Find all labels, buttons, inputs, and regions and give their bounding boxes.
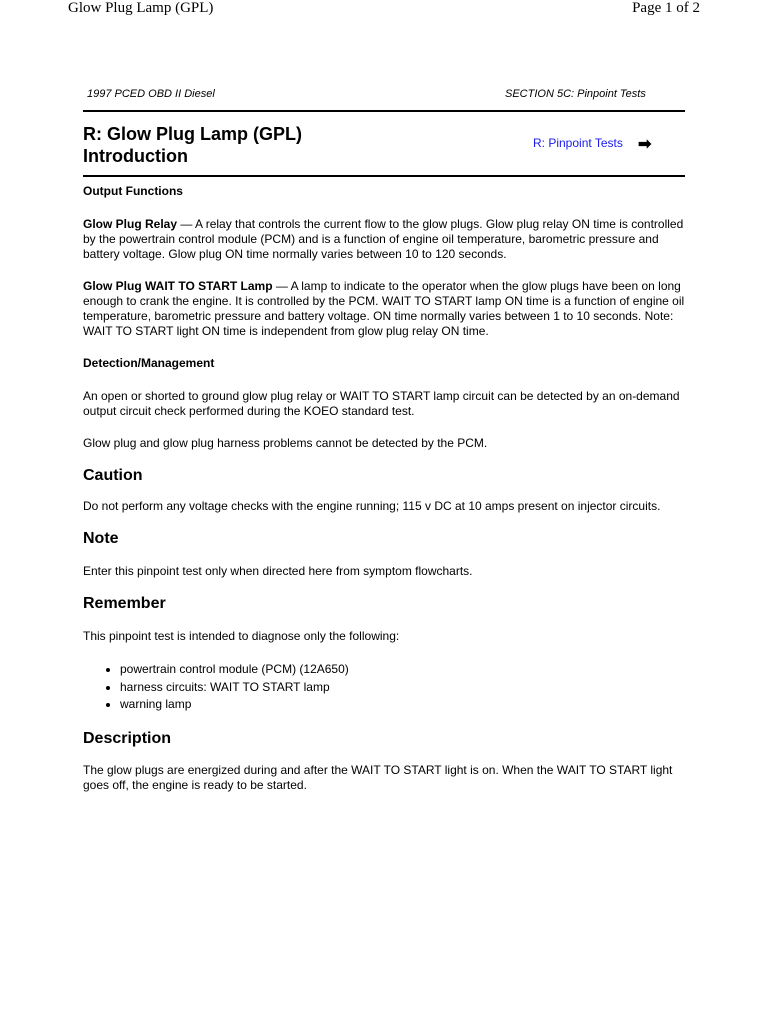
caution-text: Do not perform any voltage checks with the engine running; 115 v DC at 10 amps present on injector circuits. bbox=[83, 499, 661, 513]
print-header-title: Glow Plug Lamp (GPL) bbox=[68, 0, 214, 16]
title-block bbox=[83, 112, 685, 175]
description-text: The glow plugs are energized during and after the WAIT TO START light is on. When the WAIT TO START light goes off, the engine is ready to be started. bbox=[83, 762, 673, 792]
description-heading: Description bbox=[83, 729, 172, 747]
wait-to-start-lamp-paragraph bbox=[83, 279, 685, 339]
page-subtitle: Introduction bbox=[83, 146, 188, 166]
wait-to-start-lamp-text: — A lamp to indicate to the operator when the glow plugs have been on long enough to crank the engine. It is controlled by the PCM. WAIT TO START lamp ON time is a function of engine oil temperature, barometric pressure and battery voltage. ON time normally varies between 1 to 10 seconds. Note: WAIT TO START light ON time is independent from glow plug relay ON time. bbox=[83, 279, 685, 338]
glow-plug-relay-paragraph bbox=[83, 217, 685, 262]
detection-paragraph-1: An open or shorted to ground glow plug relay or WAIT TO START lamp circuit can be detected by an on-demand output circuit check performed during the KOEO standard test. bbox=[83, 389, 680, 418]
detection-paragraph-2: Glow plug and glow plug harness problems cannot be detected by the PCM. bbox=[83, 436, 488, 450]
output-functions-heading: Output Functions bbox=[83, 184, 183, 198]
doc-meta-row bbox=[83, 84, 685, 104]
list-item: • powertrain control module (PCM) (12A650) bbox=[120, 661, 685, 679]
list-item: • harness circuits: WAIT TO START lamp bbox=[120, 679, 685, 697]
caution-heading: Caution bbox=[83, 467, 143, 484]
content bbox=[83, 184, 685, 793]
page-title: R: Glow Plug Lamp (GPL) bbox=[83, 124, 302, 144]
glow-plug-relay-text: — A relay that controls the current flow to the glow plugs. Glow plug relay ON time is controlled by the powertrain control module (PCM) and is a function of engine oil temperature, barometric pressure and battery voltage. Glow plug ON time normally varies between 10 to 120 seconds. bbox=[83, 217, 684, 261]
glow-plug-relay-term: Glow Plug Relay bbox=[83, 217, 178, 231]
note-text: Enter this pinpoint test only when directed here from symptom flowcharts. bbox=[83, 564, 473, 578]
doc-meta-left: 1997 PCED OBD II Diesel bbox=[87, 88, 215, 100]
detection-management-heading: Detection/Management bbox=[83, 356, 215, 370]
document-body bbox=[83, 84, 685, 793]
pinpoint-tests-link[interactable]: R: Pinpoint Tests bbox=[533, 136, 623, 150]
remember-heading: Remember bbox=[83, 595, 166, 612]
remember-text: This pinpoint test is intended to diagnose only the following: bbox=[83, 629, 400, 643]
right-arrow-icon[interactable]: ➡ bbox=[638, 136, 652, 153]
print-header-page-number: Page 1 of 2 bbox=[632, 0, 700, 16]
doc-meta-right: SECTION 5C: Pinpoint Tests bbox=[505, 88, 646, 100]
print-header bbox=[0, 0, 768, 24]
note-heading: Note bbox=[83, 530, 119, 547]
title-divider bbox=[83, 175, 685, 177]
remember-list bbox=[83, 661, 685, 714]
list-item: • warning lamp bbox=[120, 696, 685, 714]
wait-to-start-lamp-term: Glow Plug WAIT TO START Lamp bbox=[83, 279, 273, 293]
